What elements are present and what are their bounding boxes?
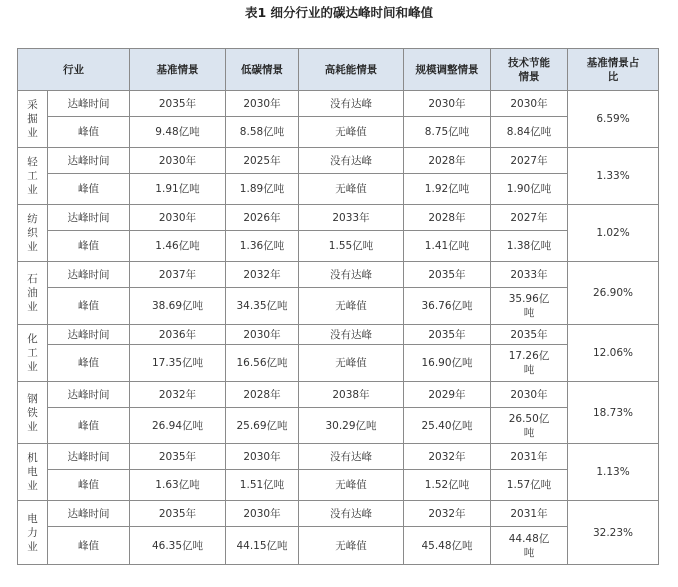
industry-name bbox=[18, 444, 48, 501]
peak-time-cell: 2028年 bbox=[404, 148, 491, 174]
header-tech-line2: 情景 bbox=[518, 70, 540, 83]
industry-char: 油 bbox=[27, 287, 38, 299]
industry-char: 铁 bbox=[27, 406, 38, 419]
peak-value-label: 峰值 bbox=[48, 470, 130, 501]
peak-time-label: 达峰时间 bbox=[48, 91, 130, 117]
peak-value-cell: 44.48亿 吨 bbox=[491, 527, 568, 565]
peak-value-cell: 34.35亿吨 bbox=[226, 288, 299, 325]
peak-time-cell: 2027年 bbox=[491, 148, 568, 174]
table-body bbox=[18, 91, 659, 565]
peak-value-cell: 1.90亿吨 bbox=[491, 174, 568, 205]
peak-value-label: 峰值 bbox=[48, 174, 130, 205]
peak-time-cell: 没有达峰 bbox=[299, 148, 404, 174]
peak-time-cell: 2037年 bbox=[130, 262, 226, 288]
table-row bbox=[18, 345, 659, 382]
industry-char: 业 bbox=[27, 480, 38, 492]
peak-time-cell: 2030年 bbox=[404, 91, 491, 117]
industry-name bbox=[18, 148, 48, 205]
peak-time-cell: 2030年 bbox=[226, 325, 299, 345]
peak-value-label: 峰值 bbox=[48, 231, 130, 262]
table-row bbox=[18, 117, 659, 148]
peak-value-cell: 16.90亿吨 bbox=[404, 345, 491, 382]
peak-value-cell: 无峰值 bbox=[299, 117, 404, 148]
peak-time-cell: 2033年 bbox=[491, 262, 568, 288]
peak-time-label: 达峰时间 bbox=[48, 501, 130, 527]
peak-time-cell: 2032年 bbox=[130, 382, 226, 408]
table-row bbox=[18, 231, 659, 262]
peak-value-cell: 无峰值 bbox=[299, 345, 404, 382]
peak-time-cell: 2035年 bbox=[130, 444, 226, 470]
table-row bbox=[18, 262, 659, 288]
peak-time-label: 达峰时间 bbox=[48, 148, 130, 174]
peak-value-cell: 1.92亿吨 bbox=[404, 174, 491, 205]
peak-value-cell: 46.35亿吨 bbox=[130, 527, 226, 565]
peak-time-cell: 没有达峰 bbox=[299, 325, 404, 345]
industry-char: 织 bbox=[27, 227, 38, 239]
industry-char: 机 bbox=[27, 452, 38, 464]
peak-time-cell: 2032年 bbox=[404, 501, 491, 527]
industry-char: 电 bbox=[27, 466, 38, 478]
peak-value-cell: 8.84亿吨 bbox=[491, 117, 568, 148]
peak-time-cell: 2030年 bbox=[226, 91, 299, 117]
peak-value-label: 峰值 bbox=[48, 408, 130, 444]
industry-name bbox=[18, 325, 48, 382]
peak-value-cell: 无峰值 bbox=[299, 288, 404, 325]
peak-value-cell: 1.63亿吨 bbox=[130, 470, 226, 501]
peak-time-cell: 2036年 bbox=[130, 325, 226, 345]
industry-char: 轻 bbox=[27, 156, 38, 168]
peak-time-cell: 2038年 bbox=[299, 382, 404, 408]
peak-time-cell: 2026年 bbox=[226, 205, 299, 231]
table-row bbox=[18, 205, 659, 231]
header-row bbox=[18, 49, 659, 91]
peak-value-cell: 1.57亿吨 bbox=[491, 470, 568, 501]
industry-char: 石 bbox=[27, 273, 38, 285]
table-row bbox=[18, 382, 659, 408]
baseline-share-cell: 6.59% bbox=[568, 91, 659, 148]
peak-value-cell: 44.15亿吨 bbox=[226, 527, 299, 565]
industry-char: 力 bbox=[27, 526, 38, 539]
peak-value-cell: 8.75亿吨 bbox=[404, 117, 491, 148]
peak-value-label: 峰值 bbox=[48, 288, 130, 325]
table-row bbox=[18, 470, 659, 501]
peak-time-cell: 2035年 bbox=[130, 501, 226, 527]
industry-char: 工 bbox=[27, 347, 38, 359]
industry-char: 业 bbox=[27, 540, 38, 553]
peak-time-cell: 2029年 bbox=[404, 382, 491, 408]
peak-value-cell: 17.26亿 吨 bbox=[491, 345, 568, 382]
industry-char: 业 bbox=[27, 127, 38, 139]
header-tech bbox=[491, 49, 568, 91]
peak-time-cell: 2030年 bbox=[226, 501, 299, 527]
peak-value-cell: 38.69亿吨 bbox=[130, 288, 226, 325]
peak-time-cell: 没有达峰 bbox=[299, 444, 404, 470]
industry-name bbox=[18, 382, 48, 444]
baseline-share-cell: 32.23% bbox=[568, 501, 659, 565]
peak-value-label: 峰值 bbox=[48, 345, 130, 382]
peak-time-cell: 2030年 bbox=[491, 382, 568, 408]
header-lowcarbon: 低碳情景 bbox=[226, 49, 299, 91]
peak-value-cell: 36.76亿吨 bbox=[404, 288, 491, 325]
peak-value-cell: 无峰值 bbox=[299, 470, 404, 501]
peak-time-cell: 2030年 bbox=[130, 148, 226, 174]
peak-time-cell: 2035年 bbox=[130, 91, 226, 117]
peak-value-cell: 1.38亿吨 bbox=[491, 231, 568, 262]
industry-char: 采 bbox=[27, 99, 38, 111]
table-title: 表1 细分行业的碳达峰时间和峰值 bbox=[244, 5, 434, 20]
baseline-share-cell: 1.02% bbox=[568, 205, 659, 262]
header-scale: 规模调整情景 bbox=[404, 49, 491, 91]
peak-time-label: 达峰时间 bbox=[48, 325, 130, 345]
peak-time-cell: 2028年 bbox=[404, 205, 491, 231]
industry-char: 业 bbox=[27, 241, 38, 253]
table-row bbox=[18, 527, 659, 565]
baseline-share-cell: 1.13% bbox=[568, 444, 659, 501]
header-share-line2: 比 bbox=[607, 70, 619, 83]
header-highenergy: 高耗能情景 bbox=[299, 49, 404, 91]
header-industry: 行业 bbox=[18, 49, 130, 91]
peak-time-cell: 2035年 bbox=[404, 262, 491, 288]
peak-value-cell: 17.35亿吨 bbox=[130, 345, 226, 382]
peak-time-cell: 2035年 bbox=[491, 325, 568, 345]
peak-time-cell: 2027年 bbox=[491, 205, 568, 231]
table-row bbox=[18, 408, 659, 444]
peak-value-cell: 1.52亿吨 bbox=[404, 470, 491, 501]
industry-name bbox=[18, 91, 48, 148]
peak-value-cell: 35.96亿 吨 bbox=[491, 288, 568, 325]
industry-name bbox=[18, 501, 48, 565]
peak-time-cell: 没有达峰 bbox=[299, 501, 404, 527]
header-baseline: 基准情景 bbox=[130, 49, 226, 91]
peak-time-cell: 2032年 bbox=[404, 444, 491, 470]
industry-char: 化 bbox=[27, 333, 38, 345]
table-row bbox=[18, 444, 659, 470]
peak-time-cell: 2030年 bbox=[226, 444, 299, 470]
peak-time-label: 达峰时间 bbox=[48, 262, 130, 288]
peak-time-cell: 2030年 bbox=[491, 91, 568, 117]
peak-time-label: 达峰时间 bbox=[48, 382, 130, 408]
peak-time-cell: 2030年 bbox=[130, 205, 226, 231]
table-row bbox=[18, 174, 659, 205]
peak-time-cell: 2031年 bbox=[491, 444, 568, 470]
peak-value-label: 峰值 bbox=[48, 117, 130, 148]
peak-value-cell: 1.51亿吨 bbox=[226, 470, 299, 501]
industry-name bbox=[18, 262, 48, 325]
peak-value-cell: 1.41亿吨 bbox=[404, 231, 491, 262]
peak-value-label: 峰值 bbox=[48, 527, 130, 565]
peak-value-cell: 1.55亿吨 bbox=[299, 231, 404, 262]
baseline-share-cell: 26.90% bbox=[568, 262, 659, 325]
industry-char: 电 bbox=[27, 512, 38, 525]
table-row bbox=[18, 288, 659, 325]
peak-time-cell: 没有达峰 bbox=[299, 262, 404, 288]
peak-time-cell: 2025年 bbox=[226, 148, 299, 174]
table-row bbox=[18, 501, 659, 527]
industry-char: 业 bbox=[27, 301, 38, 313]
baseline-share-cell: 18.73% bbox=[568, 382, 659, 444]
peak-time-cell: 2032年 bbox=[226, 262, 299, 288]
peak-time-cell: 没有达峰 bbox=[299, 91, 404, 117]
carbon-peak-table bbox=[17, 48, 659, 565]
table-row bbox=[18, 148, 659, 174]
peak-value-cell: 26.50亿 吨 bbox=[491, 408, 568, 444]
peak-value-cell: 45.48亿吨 bbox=[404, 527, 491, 565]
peak-value-cell: 无峰值 bbox=[299, 527, 404, 565]
header-tech-line1: 技术节能 bbox=[508, 56, 550, 69]
header-share-line1: 基准情景占 bbox=[586, 56, 640, 69]
industry-char: 掘 bbox=[27, 113, 38, 125]
industry-char: 纺 bbox=[27, 213, 38, 225]
peak-time-cell: 2028年 bbox=[226, 382, 299, 408]
industry-char: 业 bbox=[27, 420, 38, 433]
baseline-share-cell: 1.33% bbox=[568, 148, 659, 205]
peak-value-cell: 1.89亿吨 bbox=[226, 174, 299, 205]
peak-time-label: 达峰时间 bbox=[48, 205, 130, 231]
peak-value-cell: 1.91亿吨 bbox=[130, 174, 226, 205]
peak-time-cell: 2035年 bbox=[404, 325, 491, 345]
table-row bbox=[18, 325, 659, 345]
industry-name bbox=[18, 205, 48, 262]
peak-value-cell: 1.36亿吨 bbox=[226, 231, 299, 262]
peak-value-cell: 26.94亿吨 bbox=[130, 408, 226, 444]
industry-char: 工 bbox=[27, 170, 38, 182]
peak-value-cell: 9.48亿吨 bbox=[130, 117, 226, 148]
peak-value-cell: 30.29亿吨 bbox=[299, 408, 404, 444]
header-share bbox=[568, 49, 659, 91]
industry-char: 业 bbox=[27, 184, 38, 196]
peak-time-cell: 2033年 bbox=[299, 205, 404, 231]
peak-value-cell: 无峰值 bbox=[299, 174, 404, 205]
peak-value-cell: 8.58亿吨 bbox=[226, 117, 299, 148]
peak-value-cell: 16.56亿吨 bbox=[226, 345, 299, 382]
peak-time-label: 达峰时间 bbox=[48, 444, 130, 470]
peak-time-cell: 2031年 bbox=[491, 501, 568, 527]
peak-value-cell: 25.40亿吨 bbox=[404, 408, 491, 444]
industry-char: 钢 bbox=[27, 392, 38, 405]
peak-value-cell: 25.69亿吨 bbox=[226, 408, 299, 444]
baseline-share-cell: 12.06% bbox=[568, 325, 659, 382]
peak-value-cell: 1.46亿吨 bbox=[130, 231, 226, 262]
table-row bbox=[18, 91, 659, 117]
industry-char: 业 bbox=[27, 361, 38, 373]
